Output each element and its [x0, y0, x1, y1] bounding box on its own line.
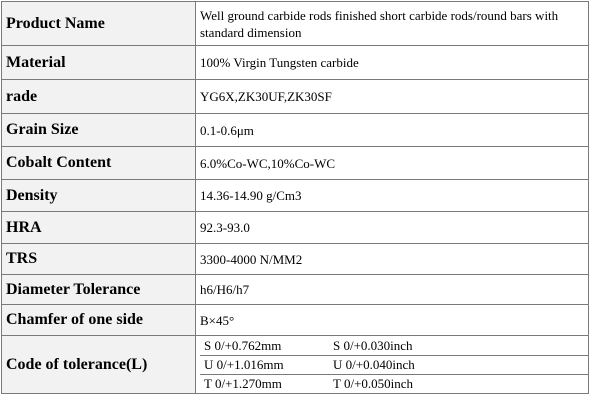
- row-value: 92.3-93.0: [196, 212, 589, 244]
- row-value: 6.0%Co-WC,10%Co-WC: [196, 147, 589, 180]
- tolerance-line: [200, 355, 588, 374]
- tolerance-mm: T 0/+1.270mm: [204, 375, 282, 391]
- row-label: Density: [2, 180, 196, 212]
- tolerance-mm: S 0/+0.762mm: [204, 337, 282, 353]
- row-label: Chamfer of one side: [2, 305, 196, 336]
- row-label: Diameter Tolerance: [2, 275, 196, 305]
- tolerance-line: [200, 374, 588, 393]
- table-row: [2, 114, 589, 147]
- row-value: Well ground carbide rods finished short carbide rods/round bars with standard dimension: [196, 2, 589, 46]
- row-value: 0.1-0.6μm: [196, 114, 589, 147]
- tolerance-inch: T 0/+0.050inch: [333, 375, 414, 391]
- row-value: 14.36-14.90 g/Cm3: [196, 180, 589, 212]
- row-label: rade: [2, 80, 196, 114]
- table-row: [2, 2, 589, 46]
- row-value: YG6X,ZK30UF,ZK30SF: [196, 80, 589, 114]
- table-row: [2, 275, 589, 305]
- row-value: 3300-4000 N/MM2: [196, 244, 589, 275]
- tolerance-line: [200, 337, 588, 355]
- tolerance-values: [196, 336, 589, 394]
- table-row: [2, 244, 589, 275]
- row-value: B×45°: [196, 305, 589, 336]
- table-row: [2, 212, 589, 244]
- row-label: Material: [2, 46, 196, 80]
- table-row: [2, 305, 589, 336]
- table-row: [2, 336, 589, 394]
- tolerance-mm: U 0/+1.016mm: [204, 356, 284, 372]
- table-row: [2, 46, 589, 80]
- row-label: Grain Size: [2, 114, 196, 147]
- row-label: Product Name: [2, 2, 196, 46]
- row-label: Code of tolerance(L): [2, 336, 196, 394]
- row-label: TRS: [2, 244, 196, 275]
- row-value: h6/H6/h7: [196, 275, 589, 305]
- tolerance-inch: S 0/+0.030inch: [333, 337, 413, 353]
- table-row: [2, 80, 589, 114]
- table-row: [2, 147, 589, 180]
- row-label: HRA: [2, 212, 196, 244]
- row-label: Cobalt Content: [2, 147, 196, 180]
- product-spec-table: [1, 1, 589, 394]
- table-row: [2, 180, 589, 212]
- tolerance-inch: U 0/+0.040inch: [333, 356, 415, 372]
- row-value: 100% Virgin Tungsten carbide: [196, 46, 589, 80]
